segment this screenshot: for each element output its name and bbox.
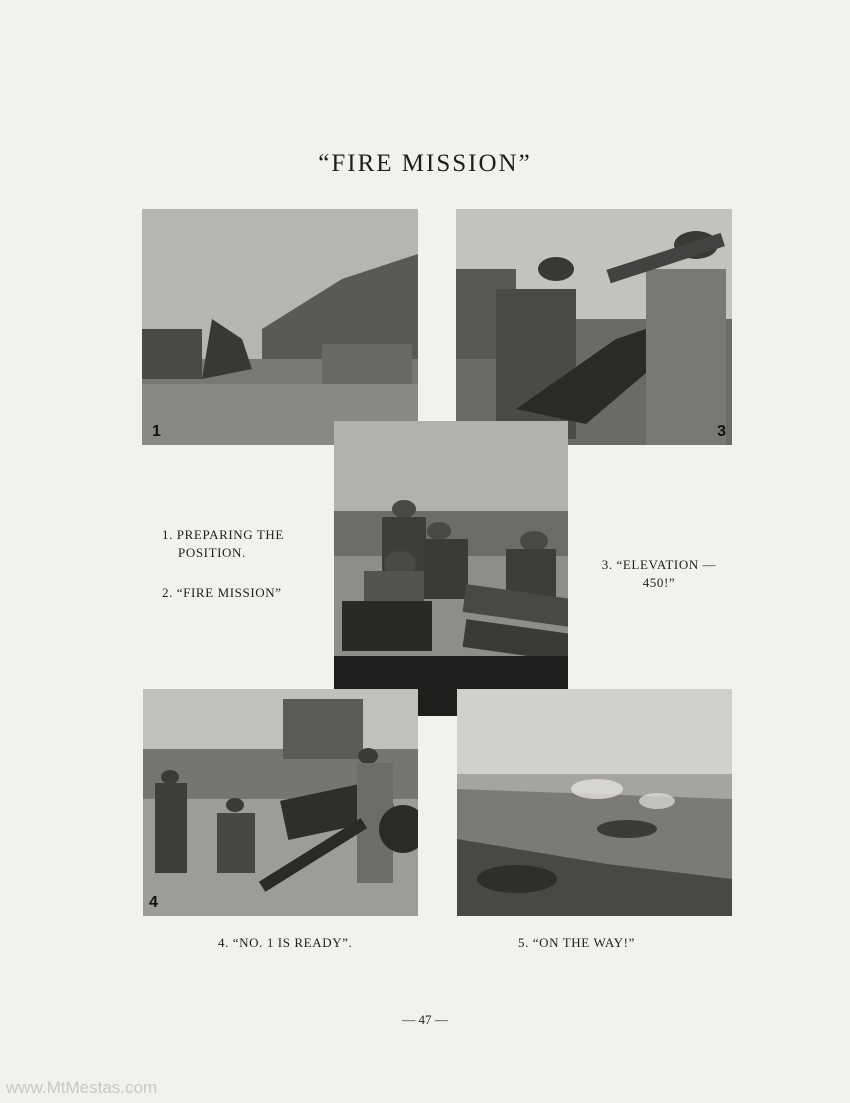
photo-4-number: 4 xyxy=(149,894,158,911)
photo-1 xyxy=(142,209,418,445)
page-title: “FIRE MISSION” xyxy=(318,150,532,177)
photo-1-image xyxy=(142,209,418,445)
caption-4: 4. “NO. 1 IS READY”. xyxy=(218,935,353,950)
photo-2-image xyxy=(334,421,568,716)
caption-1-line1: 1. PREPARING THE xyxy=(162,527,284,542)
page-number: — 47 — xyxy=(402,1012,448,1027)
caption-1 xyxy=(162,526,284,562)
photo-5-image xyxy=(457,689,732,916)
caption-3 xyxy=(588,556,730,592)
photo-3-number: 3 xyxy=(717,423,726,440)
watermark: www.MtMestas.com xyxy=(6,1078,158,1097)
caption-1-line2: POSITION. xyxy=(178,545,246,560)
caption-2: 2. “FIRE MISSION” xyxy=(162,585,282,600)
caption-3-line2: 450!” xyxy=(642,575,676,590)
photo-5 xyxy=(457,689,732,916)
photo-3-image xyxy=(456,209,732,445)
photo-4 xyxy=(143,689,418,916)
caption-3-line1: 3. “ELEVATION — xyxy=(601,557,717,572)
photo-4-image xyxy=(143,689,418,916)
photo-3 xyxy=(456,209,732,445)
photo-1-number: 1 xyxy=(152,423,161,440)
photo-2 xyxy=(334,421,568,716)
caption-5: 5. “ON THE WAY!” xyxy=(518,935,635,950)
